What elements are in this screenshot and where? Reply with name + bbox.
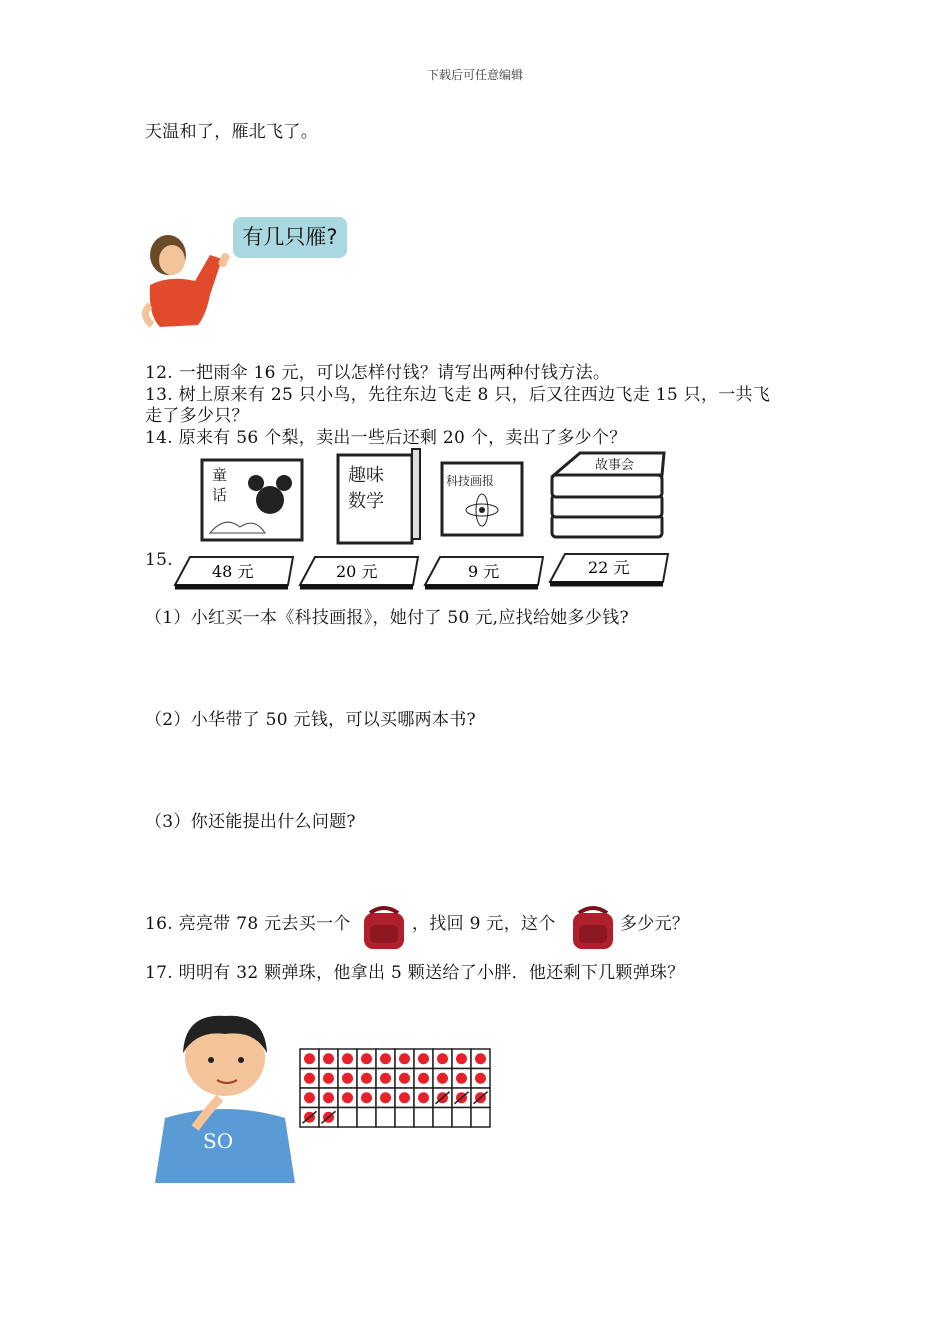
boy-thinking-illustration: [145, 1008, 305, 1188]
price-tag-4: [550, 554, 668, 584]
page-header: 下载后可任意编辑: [426, 68, 523, 82]
marble: [323, 1053, 334, 1064]
price-tag-2: [300, 557, 418, 587]
marble: [304, 1073, 315, 1084]
question-14: 14. 原来有 56 个梨，卖出一些后还剩 20 个，卖出了多少个？: [145, 428, 627, 448]
marble: [399, 1073, 410, 1084]
question-16-part-3: 多少元？: [620, 914, 690, 934]
marble: [323, 1073, 334, 1084]
book-fairy-tales: [202, 460, 302, 540]
marble: [475, 1073, 486, 1084]
boy-pointing-illustration: [140, 215, 240, 335]
book-2-title-b: 数学: [348, 491, 384, 512]
marble-cell: [338, 1108, 357, 1128]
question-17: 17. 明明有 32 颗弹珠，他拿出 5 颗送给了小胖．他还剩下几颗弹珠？: [145, 963, 685, 983]
price-tag-1: [175, 557, 293, 587]
book-3-title: 科技画报: [446, 474, 495, 488]
marble: [456, 1053, 467, 1064]
marble: [361, 1092, 372, 1103]
question-16-part-1: 16. 亮亮带 78 元去买一个: [145, 914, 351, 934]
question-16-part-2: ，找回 9 元，这个: [412, 914, 556, 934]
book-science-pictorial: [442, 463, 522, 535]
marble: [437, 1053, 448, 1064]
marble: [342, 1053, 353, 1064]
intro-line: 天温和了，雁北飞了。: [145, 122, 318, 142]
marble: [418, 1092, 429, 1103]
marble: [304, 1053, 315, 1064]
marble: [361, 1053, 372, 1064]
marble: [399, 1053, 410, 1064]
marble: [418, 1073, 429, 1084]
shirt-text: SO: [203, 1129, 234, 1153]
speech-bubble: 有几只雁?: [233, 217, 347, 258]
price-label-2: 20 元: [336, 562, 378, 581]
price-label-1: 48 元: [212, 562, 254, 581]
marble: [361, 1073, 372, 1084]
marble: [437, 1073, 448, 1084]
price-label-4: 22 元: [588, 558, 630, 577]
marble-cell: [357, 1108, 376, 1128]
question-13-line-1: 13. 树上原来有 25 只小鸟，先往东边飞走 8 只，后又往西边飞走 15 只，一共飞: [145, 385, 771, 405]
question-15-label: 15.: [145, 550, 173, 570]
question-13-line-2: 走了多少只？: [145, 406, 249, 426]
marble: [456, 1073, 467, 1084]
backpack-icon: [569, 905, 617, 951]
question-15-sub-3: （3）你还能提出什么问题?: [145, 812, 356, 832]
books-illustration: [170, 445, 680, 590]
marble: [304, 1092, 315, 1103]
marble: [399, 1092, 410, 1103]
price-label-3: 9 元: [468, 562, 500, 581]
marble: [380, 1073, 391, 1084]
marble: [323, 1092, 334, 1103]
book-1-title-b: 话: [212, 486, 228, 504]
marble-cell: [376, 1108, 395, 1128]
question-15-sub-1: （1）小红买一本《科技画报》，她付了 50 元,应找给她多少钱?: [145, 608, 629, 628]
marble-cell: [433, 1108, 452, 1128]
question-12: 12. 一把雨伞 16 元，可以怎样付钱？请写出两种付钱方法。: [145, 363, 611, 383]
marble: [342, 1073, 353, 1084]
question-15-sub-2: （2）小华带了 50 元钱，可以买哪两本书?: [145, 710, 476, 730]
marble-grid: [299, 1048, 491, 1130]
marble: [380, 1092, 391, 1103]
backpack-icon: [360, 905, 408, 951]
marble-cell: [414, 1108, 433, 1128]
book-2-title-a: 趣味: [348, 465, 384, 486]
marble: [418, 1053, 429, 1064]
book-story-stack: [552, 453, 664, 537]
marble: [475, 1053, 486, 1064]
marble-cell: [471, 1108, 490, 1128]
price-tag-3: [425, 557, 543, 587]
book-fun-math: [338, 449, 420, 543]
marble-cell: [452, 1108, 471, 1128]
marble: [342, 1092, 353, 1103]
book-4-title: 故事会: [595, 458, 635, 473]
book-1-title-a: 童: [212, 466, 228, 484]
marble-cell: [395, 1108, 414, 1128]
marble: [380, 1053, 391, 1064]
